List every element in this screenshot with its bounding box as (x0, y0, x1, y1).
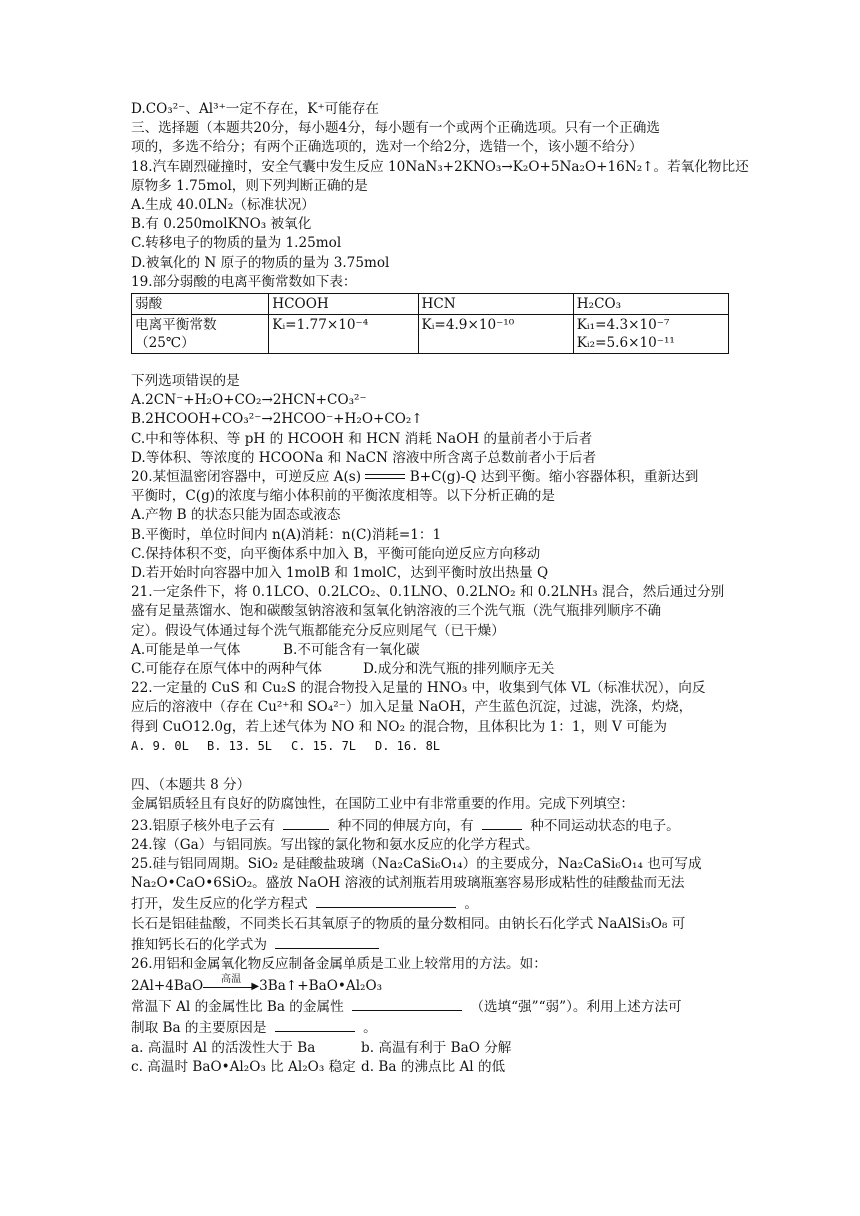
q21-option-d: D.成分和洗气瓶的排列顺序无关 (363, 661, 555, 678)
section-3-title: 三、选择题（本题共20分，每小题4分，每小题有一个或两个正确选项。只有一个正确选 (131, 120, 660, 137)
answer-blank (482, 815, 522, 830)
q23-part-2: 种不同的伸展方向，有 (337, 817, 474, 834)
q21-options-row-2 (131, 660, 731, 679)
answer-blank (352, 996, 462, 1011)
table-cell-hcn: Kᵢ=4.9×10⁻¹⁰ (418, 315, 573, 354)
q21-stem-1: 21.一定条件下，将 0.1LCO、0.2LCO₂、0.1LNO、0.2LNO₂ 和 0.2LNH₃ 混合，然后通过分别 (131, 584, 725, 601)
table-header-cell: HCN (418, 294, 573, 315)
q22-option-c: C. 15. 7L (291, 738, 357, 753)
q21-options-row-1 (131, 641, 731, 660)
q26-options-row-1 (131, 1039, 731, 1058)
section-4-title: 四、（本题共 8 分） (131, 777, 251, 794)
q19-option-b: B.2HCOOH+CO₃²⁻→2HCOO⁻+H₂O+CO₂↑ (131, 411, 423, 428)
answer-blank (283, 815, 329, 830)
table-row (132, 315, 729, 354)
line-q17-d: D.CO₃²⁻、Al³⁺一定不存在，K⁺可能存在 (131, 101, 380, 117)
q18-stem-1: 18.汽车剧烈碰撞时，安全气囊中发生反应 10NaN₃+2KNO₃→K₂O+5Na₂O+16N₂↑。若氧化物比还 (131, 158, 749, 175)
q25-line-3 (131, 893, 731, 914)
q19-option-d: D.等体积、等浓度的 HCOONa 和 NaCN 溶液中所含离子总数前者小于后者 (131, 449, 597, 466)
q25-line-3-end: 。 (464, 896, 478, 913)
answer-blank (275, 1017, 355, 1032)
q19-prompt: 下列选项错误的是 (131, 373, 240, 390)
reaction-condition: 高温 (221, 974, 242, 986)
q23-part-3: 种不同运动状态的电子。 (530, 817, 680, 834)
q26-line-4 (131, 1017, 731, 1038)
q21-stem-2: 盛有足量蒸馏水、饱和碳酸氢钠溶液和氢氧化钠溶液的三个洗气瓶（洗气瓶排列顺序不确 (131, 603, 662, 620)
q18-stem-2: 原物多 1.75mol，则下列判断正确的是 (131, 177, 368, 194)
row-label-temp: （25℃） (135, 335, 195, 352)
ionization-constant-table (131, 293, 729, 354)
q26-line-4-b: 。 (363, 1020, 377, 1037)
q19-option-a: A.2CN⁻+H₂O+CO₂→2HCN+CO₃²⁻ (131, 392, 367, 409)
q26-line-3-b: （选填“强”“弱”）。利用上述方法可 (470, 999, 682, 1016)
q20-option-d: D.若开始时向容器中加入 1molB 和 1molC，达到平衡时放出热量 Q (131, 565, 549, 582)
q22-option-a: A. 9. 0L (131, 738, 189, 753)
q20-stem-tail: B+C(g)-Q 达到平衡。缩小容器体积，重新达到 (409, 469, 699, 486)
q25-line-2: Na₂O•CaO•6SiO₂。盛放 NaOH 溶液的试剂瓶若用玻璃瓶塞容易形成粘性的硅酸盐而无法 (131, 875, 685, 892)
q21-option-a: A.可能是单一气体 (131, 641, 241, 658)
q22-stem-1: 22.一定量的 CuS 和 Cu₂S 的混合物投入足量的 HNO₃ 中，收集到气体 VL（标准状况），向反 (131, 680, 706, 697)
q20-option-b: B.平衡时，单位时间内 n(A)消耗：n(C)消耗=1：1 (131, 526, 442, 543)
answer-blank (275, 934, 379, 949)
q25-line-5 (131, 934, 731, 955)
q26-line-3 (131, 996, 731, 1017)
q20-option-a: A.产物 B 的状态只能为固态或液态 (131, 507, 341, 524)
exam-page (131, 100, 749, 1077)
q20-stem-1 (131, 468, 731, 487)
q25-line-5-text: 推知钙长石的化学式为 (131, 936, 267, 953)
q25-line-1: 25.硅与铝同周期。SiO₂ 是硅酸盐玻璃（Na₂CaSi₆O₁₄）的主要成分，Na₂CaSi₆O₁₄ 也可写成 (131, 855, 702, 872)
q20-stem-head: 20.某恒温密闭容器中，可逆反应 A(s) (131, 469, 362, 486)
equation-reactants: 2Al+4BaO (131, 977, 204, 994)
q22-option-b: B. 13. 5L (207, 738, 273, 753)
q26-option-d: d. Ba 的沸点比 Al 的低 (361, 1058, 506, 1075)
q21-option-b: B.不可能含有一氧化碳 (283, 641, 420, 658)
q22-option-d: D. 16. 8L (375, 738, 441, 753)
q26-option-a: a. 高温时 Al 的活泼性大于 Ba (131, 1039, 316, 1056)
table-header-cell: H₂CO₃ (573, 294, 728, 315)
q19-stem: 19.部分弱酸的电离平衡常数如下表： (131, 273, 357, 290)
q26-line-1: 26.用铝和金属氧化物反应制备金属单质是工业上较常用的方法。如： (131, 955, 547, 972)
h2co3-k1: Kᵢ₁=4.3×10⁻⁷ (576, 317, 670, 334)
q25-line-4: 长石是铝硅盐酸，不同类长石其氧原子的物质的量分数相同。由钠长石化学式 NaAlSi₃O₈ 可 (131, 915, 686, 932)
q26-options-row-2 (131, 1058, 731, 1077)
q26-equation (131, 974, 731, 996)
h2co3-k2: Kᵢ₂=5.6×10⁻¹¹ (576, 335, 675, 352)
section-3-instructions: 项的，多选不给分；有两个正确选项的，选对一个给2分，选错一个，该小题不给分） (131, 139, 643, 156)
q26-option-b: b. 高温有利于 BaO 分解 (361, 1039, 512, 1056)
q20-stem-2: 平衡时，C(g)的浓度与缩小体积前的平衡浓度相等。以下分析正确的是 (131, 488, 555, 505)
q21-stem-3: 定）。假设气体通过每个洗气瓶都能充分反应则尾气（已干燥） (131, 622, 505, 639)
reaction-arrow-icon: 高温 ▶ (203, 974, 259, 996)
row-label-line: 电离平衡常数 (135, 317, 217, 334)
q18-option-a: A.生成 40.0LN₂（标准状况） (131, 197, 315, 214)
q22-stem-2: 应后的溶液中（存在 Cu²⁺和 SO₄²⁻）加入足量 NaOH，产生蓝色沉淀，过滤，洗涤，灼烧， (131, 699, 693, 716)
q22-stem-3: 得到 CuO12.0g，若上述气体为 NO 和 NO₂ 的混合物，且体积比为 1：1，则 V 可能为 (131, 718, 667, 735)
q26-line-3-a: 常温下 Al 的金属性比 Ba 的金属性 (131, 999, 344, 1016)
q25-line-3-text: 打开，发生反应的化学方程式 (131, 896, 308, 913)
table-header-cell: HCOOH (269, 294, 418, 315)
q26-option-c: c. 高温时 BaO•Al₂O₃ 比 Al₂O₃ 稳定 (131, 1058, 356, 1075)
q24: 24.镓（Ga）与铝同族。写出镓的氯化物和氨水反应的化学方程式。 (131, 836, 539, 853)
q26-line-4-a: 制取 Ba 的主要原因是 (131, 1020, 267, 1037)
table-cell-hcooh: Kᵢ=1.77×10⁻⁴ (269, 315, 418, 354)
equation-products: 3Ba↑+BaO•Al₂O₃ (259, 977, 383, 994)
q18-option-c: C.转移电子的物质的量为 1.25mol (131, 235, 342, 252)
section-4-intro: 金属铝质轻且有良好的防腐蚀性，在国防工业中有非常重要的作用。完成下列填空： (131, 796, 634, 813)
q23 (131, 815, 731, 836)
table-row-label (132, 315, 269, 354)
table-header-row (132, 294, 729, 315)
q20-option-c: C.保持体积不变，向平衡体系中加入 B，平衡可能向逆反应方向移动 (131, 545, 541, 562)
reversible-arrow-icon (365, 471, 405, 485)
q19-option-c: C.中和等体积、等 pH 的 HCOOH 和 HCN 消耗 NaOH 的量前者小于后者 (131, 430, 593, 447)
q22-options (131, 737, 731, 756)
q18-option-b: B.有 0.250molKNO₃ 被氧化 (131, 216, 312, 233)
table-header-cell: 弱酸 (132, 294, 269, 315)
answer-blank (316, 893, 456, 908)
q18-option-d: D.被氧化的 N 原子的物质的量为 3.75mol (131, 254, 390, 271)
q21-option-c: C.可能存在原气体中的两种气体 (131, 661, 322, 678)
q23-part-1: 23.铝原子核外电子云有 (131, 817, 275, 834)
table-cell-h2co3 (573, 315, 728, 354)
